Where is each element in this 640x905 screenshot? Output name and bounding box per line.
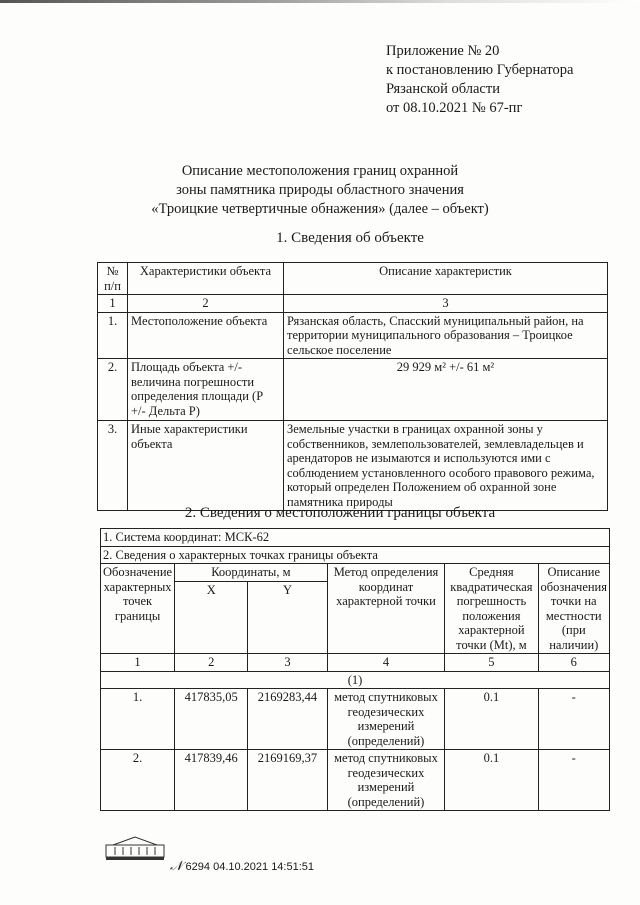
title-line: зоны памятника природы областного значения [176, 182, 464, 198]
point-desc: - [538, 689, 610, 750]
scan-edge [0, 0, 640, 3]
section2-heading: 2. Сведения о местоположении границы объекта [184, 505, 496, 521]
row-num: 3. [98, 421, 128, 511]
colnum: 1 [101, 654, 175, 672]
signature-mark-icon: 𝒩 [170, 858, 183, 873]
row-char: Иные характеристики объекта [128, 421, 284, 511]
section1-heading: 1. Сведения об объекте [276, 230, 424, 246]
table-row [101, 750, 610, 811]
point-method: метод спутниковых геодезических измерений (определений) [327, 689, 445, 750]
point-x: 417839,46 [175, 750, 248, 811]
colnum: 3 [284, 295, 608, 313]
header-char: Характеристики объекта [128, 263, 284, 295]
boundary-points-table [100, 528, 610, 811]
row-num: 1. [98, 312, 128, 359]
row-desc: Земельные участки в границах охранной зоны у собственников, землепользователей, землевладельцев и арендаторов не изымаются и используются ими с соблюдением установленного особого правового режима, который определен Положением об охранной зоне памятника природы [284, 421, 608, 511]
point-y: 2169283,44 [248, 689, 327, 750]
point-num: 2. [101, 750, 175, 811]
row-char: Местоположение объекта [128, 312, 284, 359]
appendix-line: Рязанской области [386, 81, 500, 97]
registry-signature [170, 858, 314, 874]
row-desc: 29 929 м² +/- 61 м² [284, 359, 608, 421]
header-y: Y [248, 582, 327, 654]
points-title: 2. Сведения о характерных точках границы объекта [101, 546, 610, 564]
header-x: X [175, 582, 248, 654]
table-row [98, 312, 608, 359]
point-num: 1. [101, 689, 175, 750]
title-line: «Троицкие четвертичные обнажения» (далее – объект) [151, 201, 489, 217]
title-line: Описание местоположения границ охранной [181, 163, 459, 179]
point-method: метод спутниковых геодезических измерений (определений) [327, 750, 445, 811]
column-number-row [101, 654, 610, 672]
document-title [100, 162, 540, 219]
header-row-1 [101, 564, 610, 582]
point-x: 417835,05 [175, 689, 248, 750]
appendix-line: Приложение № 20 [386, 43, 500, 59]
header-error: Средняя квадратическая погрешность положения характерной точки (Mt), м [445, 564, 538, 654]
appendix-line: к постановлению Губернатора [386, 62, 574, 78]
header-designation: Обозначение характерных точек границы [101, 564, 175, 654]
coord-system: 1. Система координат: МСК-62 [101, 529, 610, 547]
group-row [101, 671, 610, 689]
registry-stamp-icon [105, 835, 165, 861]
object-info-table [97, 262, 608, 511]
point-mt: 0.1 [445, 750, 538, 811]
colnum: 2 [128, 295, 284, 313]
column-number-row [98, 295, 608, 313]
stamp-timestamp: 04.10.2021 14:51:51 [213, 861, 315, 873]
row-desc: Рязанская область, Спасский муниципальный район, на территории муниципального образования – Троицкое сельское поселение [284, 312, 608, 359]
table-row [101, 689, 610, 750]
points-title-row [101, 546, 610, 564]
stamp-id: 6294 [185, 861, 211, 873]
colnum: 6 [538, 654, 610, 672]
header-desc: Описание обозначения точки на местности (при наличии) [538, 564, 610, 654]
colnum: 5 [445, 654, 538, 672]
colnum: 1 [98, 295, 128, 313]
appendix-block [386, 42, 573, 118]
point-mt: 0.1 [445, 689, 538, 750]
row-num: 2. [98, 359, 128, 421]
group-label: (1) [101, 671, 610, 689]
header-coords: Координаты, м [175, 564, 328, 582]
table-row [98, 359, 608, 421]
point-y: 2169169,37 [248, 750, 327, 811]
appendix-date: от 08.10.2021 № 67-пг [386, 100, 523, 116]
colnum: 4 [327, 654, 445, 672]
point-desc: - [538, 750, 610, 811]
header-num: № п/п [98, 263, 128, 295]
coord-system-row [101, 529, 610, 547]
header-method: Метод определения координат характерной точки [327, 564, 445, 654]
colnum: 2 [175, 654, 248, 672]
header-desc: Описание характеристик [284, 263, 608, 295]
table-row [98, 421, 608, 511]
colnum: 3 [248, 654, 327, 672]
table-header-row [98, 263, 608, 295]
row-char: Площадь объекта +/- величина погрешности определения площади (P +/- Дельта P) [128, 359, 284, 421]
